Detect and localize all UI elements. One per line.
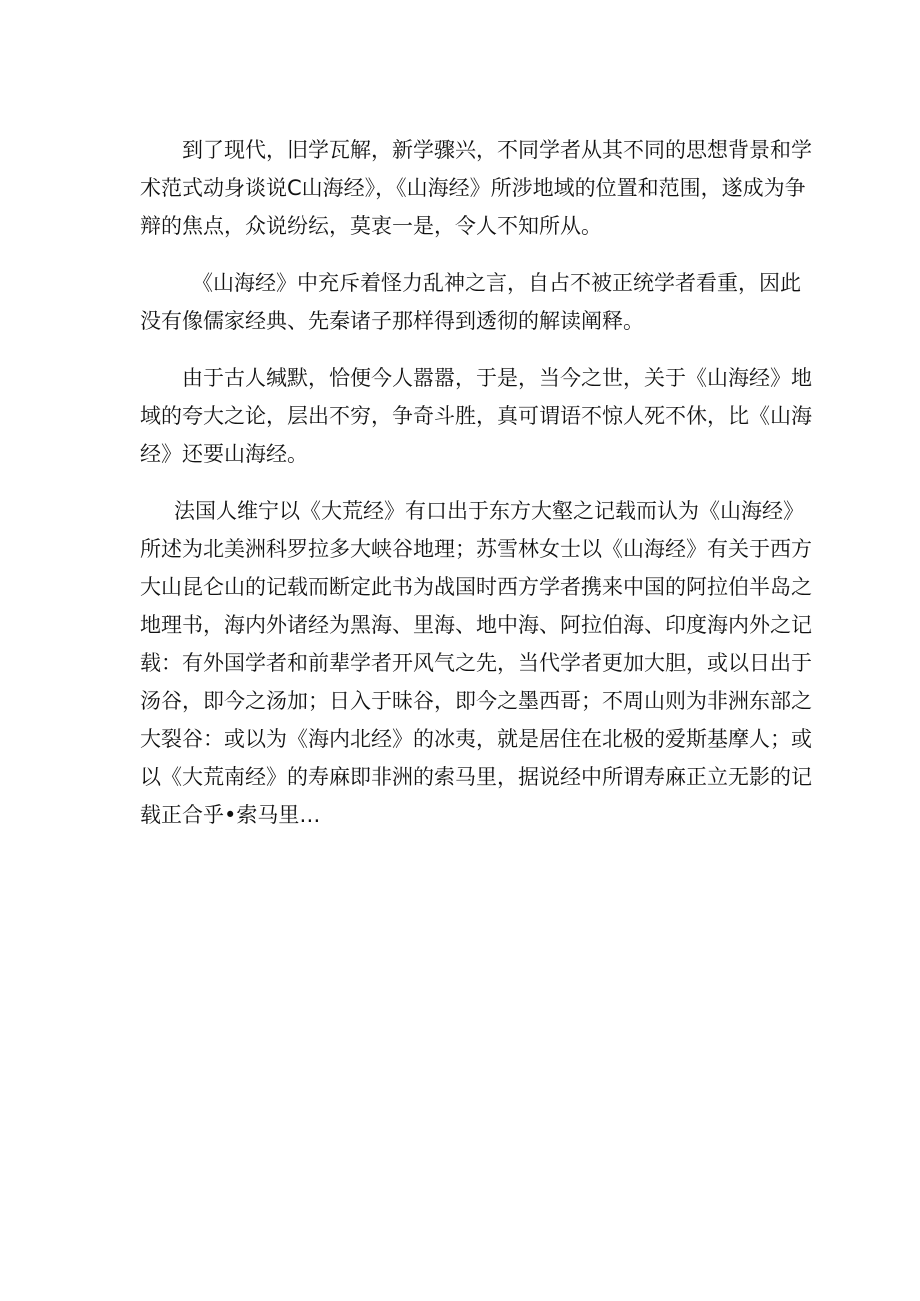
paragraph-3 [140, 359, 812, 473]
text-line: 辩的焦点，众说纷纭，莫衷一是，令人不知所从。 [140, 214, 602, 238]
text-line: 经》还要山海经。 [140, 442, 308, 466]
text-line: 以《大荒南经》的寿麻即非洲的索马里，据说经中所谓寿麻正立无影的记 [140, 765, 812, 789]
text-line: 由于古人缄默，恰便今人嚣嚣，于是，当今之世，关于《山海经》地 [182, 366, 812, 390]
paragraph-4 [140, 492, 812, 834]
text-line: 大裂谷：或以为《海内北经》的冰夷，就是居住在北极的爱斯基摩人；或 [140, 727, 812, 751]
text-line: 术范式动身谈说C山海经》，《山海经》所涉地域的位置和范围，遂成为争 [140, 176, 806, 200]
text-line: 汤谷，即今之汤加；日入于昧谷，即今之墨西哥；不周山则为非洲东部之 [140, 689, 812, 713]
text-line: 域的夸大之论，层出不穷，争奇斗胜，真可谓语不惊人死不休，比《山海 [140, 404, 812, 428]
document-body [140, 131, 812, 834]
text-line: 载：有外国学者和前辈学者开风气之先，当代学者更加大胆，或以日出于 [140, 651, 812, 675]
text-line: 大山昆仑山的记载而断定此书为战国时西方学者携来中国的阿拉伯半岛之 [140, 575, 812, 599]
text-line: 没有像儒家经典、先秦诸子那样得到透彻的解读阐释。 [140, 309, 644, 333]
text-line: 载正合乎•索马里… [140, 803, 321, 827]
text-line: 法国人维宁以《大荒经》有口出于东方大壑之记载而认为《山海经》 [174, 499, 804, 523]
text-line: 所述为北美洲科罗拉多大峡谷地理；苏雪林女士以《山海经》有关于西方 [140, 537, 812, 561]
text-line: 《山海经》中充斥着怪力乱神之言，自占不被正统学者看重，因此 [192, 271, 801, 295]
text-line: 地理书，海内外诸经为黑海、里海、地中海、阿拉伯海、印度海内外之记 [140, 613, 812, 637]
text-line: 到了现代，旧学瓦解，新学骤兴，不同学者从其不同的思想背景和学 [182, 138, 812, 162]
paragraph-2 [140, 264, 801, 340]
paragraph-1 [140, 131, 812, 245]
